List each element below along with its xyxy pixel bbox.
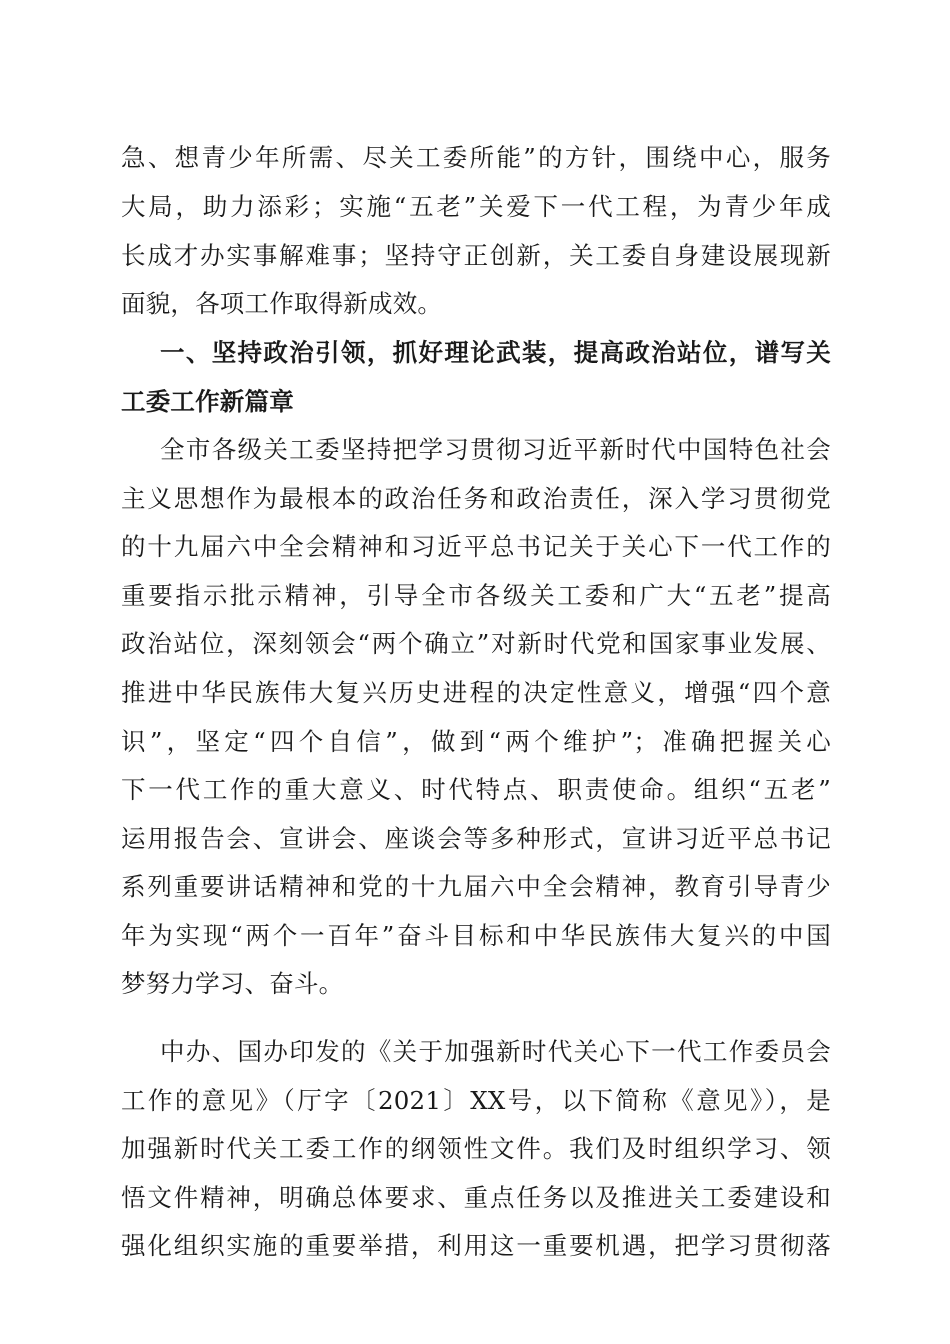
text-line-9: 的十九届六中全会精神和习近平总书记关于关心下一代工作的	[121, 532, 831, 561]
text-line-22: 悟文件精神，明确总体要求、重点任务以及推进关工委建设和	[121, 1183, 831, 1212]
text-line-7: 全市各级关工委坚持把学习贯彻习近平新时代中国特色社会	[160, 435, 831, 464]
section-heading-line-2: 工委工作新篇章	[121, 387, 294, 416]
text-line-19: 中办、国办印发的《关于加强新时代关心下一代工作委员会	[160, 1037, 831, 1066]
text-line-21: 加强新时代关工委工作的纲领性文件。我们及时组织学习、领	[121, 1134, 831, 1163]
text-line-3: 长成才办实事解难事；坚持守正创新，关工委自身建设展现新	[121, 241, 831, 270]
text-line-8: 主义思想作为最根本的政治任务和政治责任，深入学习贯彻党	[121, 484, 831, 513]
text-line-11: 政治站位，深刻领会“两个确立”对新时代党和国家事业发展、	[121, 629, 831, 658]
text-line-20: 工作的意见》（厅字〔2021〕XX号，以下简称《意见》），是	[121, 1086, 831, 1115]
text-line-14: 下一代工作的重大意义、时代特点、职责使命。组织“五老”	[121, 775, 831, 804]
text-line-18: 梦努力学习、奋斗。	[121, 969, 344, 998]
text-line-4: 面貌，各项工作取得新成效。	[121, 289, 443, 318]
text-line-15: 运用报告会、宣讲会、座谈会等多种形式，宣讲习近平总书记	[121, 824, 831, 853]
text-line-10: 重要指示批示精神，引导全市各级关工委和广大“五老”提高	[121, 581, 831, 610]
text-line-23: 强化组织实施的重要举措，利用这一重要机遇，把学习贯彻落	[121, 1231, 831, 1260]
text-line-17: 年为实现“两个一百年”奋斗目标和中华民族伟大复兴的中国	[121, 921, 831, 950]
section-heading-line-1: 一、坚持政治引领，抓好理论武装，提高政治站位，谱写关	[160, 338, 831, 367]
text-line-1: 急、想青少年所需、尽关工委所能”的方针，围绕中心，服务	[121, 143, 831, 172]
text-line-16: 系列重要讲话精神和党的十九届六中全会精神，教育引导青少	[121, 872, 831, 901]
text-line-2: 大局，助力添彩；实施“五老”关爱下一代工程，为青少年成	[121, 192, 831, 221]
text-line-13: 识”，坚定“四个自信”，做到“两个维护”；准确把握关心	[121, 727, 831, 756]
text-line-12: 推进中华民族伟大复兴历史进程的决定性意义，增强“四个意	[121, 678, 831, 707]
